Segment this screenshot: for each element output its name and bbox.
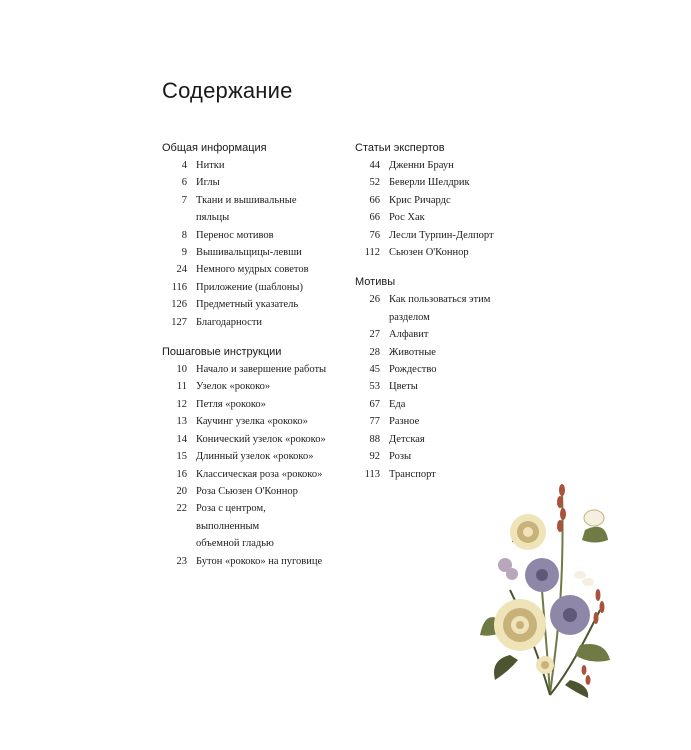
page-number: 116 xyxy=(171,281,187,293)
toc-entry[interactable] xyxy=(355,431,545,448)
toc-entry[interactable] xyxy=(162,157,352,174)
entry-title: Каучинг узелка «рококо» xyxy=(196,416,308,428)
entry-title: Роза Сьюзен О'Коннор xyxy=(196,485,298,497)
page-number xyxy=(162,518,187,535)
page-number: 6 xyxy=(181,177,187,189)
periwinkle-flower-large xyxy=(550,595,590,635)
entry-title: Ткани и вышивальные xyxy=(196,194,297,206)
entry-title: Вышивальщицы-левши xyxy=(196,247,302,259)
page-number: 77 xyxy=(369,416,380,428)
page-number: 66 xyxy=(369,212,380,224)
section-heading: Пошаговые инструкции xyxy=(162,346,282,359)
toc-entry[interactable] xyxy=(355,291,545,308)
toc-entry[interactable] xyxy=(162,500,352,517)
toc-entry[interactable] xyxy=(355,244,545,261)
toc-entry[interactable] xyxy=(355,157,545,174)
entry-title: Как пользоваться этим xyxy=(389,294,491,306)
page-number: 112 xyxy=(364,247,380,259)
periwinkle-flower xyxy=(525,558,559,592)
entry-title: Иглы xyxy=(196,177,220,189)
page-number: 127 xyxy=(171,316,187,328)
toc-entry[interactable] xyxy=(162,227,352,244)
entry-title: Конический узелок «рококо» xyxy=(196,433,326,445)
toc-entry[interactable] xyxy=(162,361,352,378)
page-number xyxy=(355,309,380,326)
entry-title: пяльцы xyxy=(196,212,230,224)
entry-title: Приложение (шаблоны) xyxy=(196,281,303,293)
entry-title: Длинный узелок «рококо» xyxy=(196,451,314,463)
page-number: 22 xyxy=(176,503,187,515)
page-number: 88 xyxy=(369,433,380,445)
entry-title: Классическая роза «рококо» xyxy=(196,468,323,480)
entry-title: Предметный указатель xyxy=(196,299,299,311)
toc-entry[interactable] xyxy=(162,396,352,413)
page-number: 67 xyxy=(369,398,380,410)
toc-left-column xyxy=(162,140,352,570)
toc-entry[interactable] xyxy=(355,192,545,209)
page-number: 4 xyxy=(181,160,187,171)
page-number: 52 xyxy=(369,177,380,189)
page-number xyxy=(162,535,187,552)
page-number: 9 xyxy=(181,247,187,259)
toc-entry[interactable] xyxy=(162,535,352,552)
entry-title: Благодарности xyxy=(196,316,263,328)
page-number: 45 xyxy=(369,364,380,376)
entry-title: Петля «рококо» xyxy=(196,398,266,410)
toc-entry[interactable] xyxy=(355,309,545,326)
entry-title: Сьюзен О'Коннор xyxy=(389,247,469,259)
entry-title: разделом xyxy=(389,311,430,323)
lilac-flower xyxy=(498,558,518,580)
entry-title: Начало и завершение работы xyxy=(196,364,327,376)
toc-entry[interactable] xyxy=(355,326,545,343)
page-number: 7 xyxy=(181,194,187,206)
page-number: 24 xyxy=(176,264,187,276)
page-number: 12 xyxy=(176,398,187,410)
page-number: 27 xyxy=(369,329,380,341)
entry-title: Розы xyxy=(389,451,412,463)
page-number: 20 xyxy=(176,485,187,497)
toc-entry[interactable] xyxy=(162,192,352,209)
toc-entry[interactable] xyxy=(355,378,545,395)
section-gap xyxy=(162,331,352,344)
entry-title: Узелок «рококо» xyxy=(196,381,271,393)
entry-title: Немного мудрых советов xyxy=(196,264,309,276)
top-rose-flower xyxy=(510,514,546,550)
white-bud-flower xyxy=(574,510,604,586)
toc-entry[interactable] xyxy=(162,314,352,331)
entry-title: Рождество xyxy=(389,364,437,376)
section-heading: Статьи экспертов xyxy=(355,142,445,154)
toc-entry[interactable] xyxy=(162,518,352,535)
entry-title: Еда xyxy=(389,398,406,410)
toc-entry[interactable] xyxy=(162,209,352,226)
entry-title: Бутон «рококо» на пуговице xyxy=(196,555,323,567)
page-number: 53 xyxy=(369,381,380,393)
toc-entry[interactable] xyxy=(162,466,352,483)
section-heading: Общая информация xyxy=(162,142,267,154)
entry-title: Крис Ричардс xyxy=(389,194,451,206)
small-rose-bud xyxy=(536,656,554,674)
page-number: 28 xyxy=(369,346,380,358)
entry-title: Беверли Шелдрик xyxy=(389,177,470,189)
toc-entry[interactable] xyxy=(355,396,545,413)
toc-entry[interactable] xyxy=(162,413,352,430)
toc-entry[interactable] xyxy=(162,279,352,296)
flower-bouquet-icon xyxy=(470,470,630,700)
entry-title: выполненным xyxy=(196,520,260,532)
large-rose-flower xyxy=(494,599,546,651)
page-number: 23 xyxy=(176,555,187,567)
entry-title: Алфавит xyxy=(389,329,429,341)
section-gap xyxy=(355,261,545,274)
page-number: 10 xyxy=(176,364,187,376)
toc-entry[interactable] xyxy=(162,431,352,448)
entry-title: Роза с центром, xyxy=(196,503,266,515)
page-number: 92 xyxy=(369,451,380,463)
toc-entry[interactable] xyxy=(162,553,352,570)
toc-entry[interactable] xyxy=(355,361,545,378)
entry-title: Животные xyxy=(389,346,436,358)
section-heading: Мотивы xyxy=(355,276,396,289)
page-number: 113 xyxy=(364,468,380,480)
toc-entry[interactable] xyxy=(162,244,352,261)
toc-entry[interactable] xyxy=(355,448,545,465)
toc-right-column xyxy=(355,140,545,483)
entry-title: Лесли Турпин-Делпорт xyxy=(389,229,494,241)
entry-title: Рос Хак xyxy=(389,212,425,224)
entry-title: Разное xyxy=(389,416,420,428)
toc-entry[interactable] xyxy=(162,296,352,313)
page-number: 76 xyxy=(369,229,380,241)
toc-entry[interactable] xyxy=(162,483,352,500)
page-number: 11 xyxy=(176,381,187,393)
toc-entry[interactable] xyxy=(355,413,545,430)
toc-entry[interactable] xyxy=(162,378,352,395)
entry-title: Нитки xyxy=(196,160,225,171)
page-number xyxy=(162,209,187,226)
entry-title: Дженни Браун xyxy=(389,160,454,171)
page-number: 126 xyxy=(171,299,187,311)
page-number: 13 xyxy=(176,416,187,428)
page-number: 66 xyxy=(369,194,380,206)
toc-entry[interactable] xyxy=(355,344,545,361)
entry-title: Детская xyxy=(389,433,425,445)
entry-title: Транспорт xyxy=(389,468,436,480)
toc-entry[interactable] xyxy=(162,174,352,191)
toc-entry[interactable] xyxy=(355,227,545,244)
page-number: 15 xyxy=(176,451,187,463)
entry-title: объемной гладью xyxy=(196,538,274,550)
entry-title: Цветы xyxy=(389,381,418,393)
toc-entry[interactable] xyxy=(162,261,352,278)
toc-entry[interactable] xyxy=(355,209,545,226)
page-title: Содержание xyxy=(162,78,293,103)
page-number: 26 xyxy=(369,294,380,306)
toc-entry[interactable] xyxy=(162,448,352,465)
toc-entry[interactable] xyxy=(355,174,545,191)
entry-title: Перенос мотивов xyxy=(196,229,274,241)
page-number: 16 xyxy=(176,468,187,480)
page-number: 44 xyxy=(369,160,380,171)
page-number: 14 xyxy=(176,433,187,445)
page-number: 8 xyxy=(181,229,187,241)
